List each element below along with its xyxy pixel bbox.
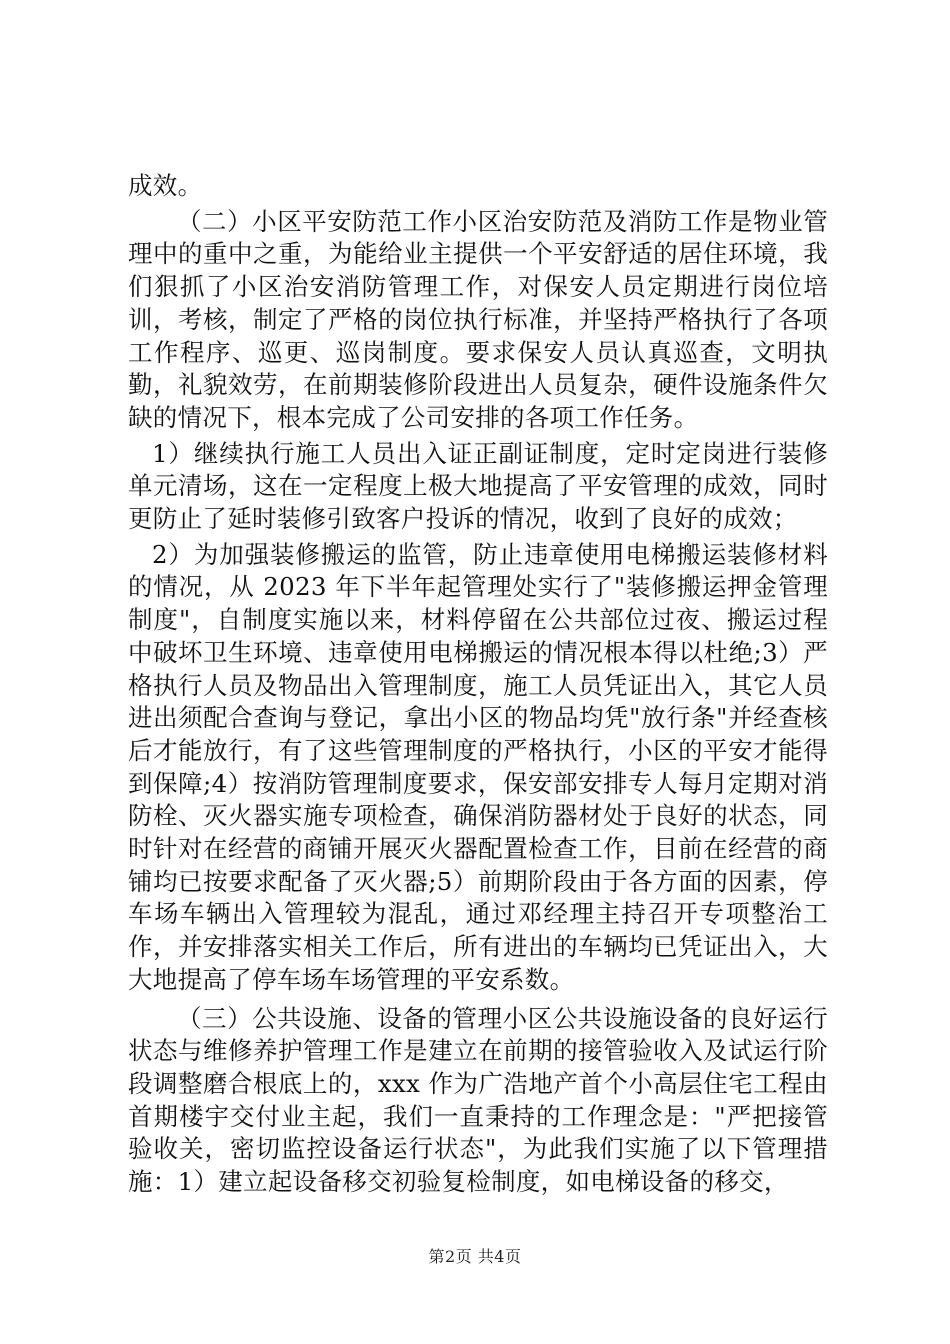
paragraph-section-2: （二）小区平安防范工作小区治安防范及消防工作是物业管理中的重中之重，为能给业主提供一个平安舒适的居住环境，我们狠抓了小区治安消防管理工作，对保安人员定期进行岗位培训，考核，制定了严格的岗位执行标准，并坚持严格执行了各项工作程序、巡更、巡岗制度。要求保安人员认真巡查，文明执勤，礼貌效劳，在前期装修阶段进出人员复杂，硬件设施条件欠缺的情况下，根本完成了公司安排的各项工作任务。 — [128, 206, 828, 432]
paragraph-continuation: 成效。 — [128, 171, 203, 200]
document-body — [128, 170, 828, 1199]
paragraph-item-1: 1）继续执行施工人员出入证正副证制度，定时定岗进行装修单元清场，这在一定程度上极大地提高了平安管理的成效，同时更防止了延时装修引致客户投诉的情况，收到了良好的成效； — [128, 438, 828, 534]
paragraph-item-2: 2）为加强装修搬运的监管，防止违章使用电梯搬运装修材料的情况，从 2023 年下半年起管理处实行了"装修搬运押金管理制度"，自制度实施以来，材料停留在公共部位过夜、搬运过程中破坏卫生环境、违章使用电梯搬运的情况根本得以杜绝;3）严格执行人员及物品出入管理制度，施工人员凭证出入，其它人员进出须配合查询与登记，拿出小区的物品均凭"放行条"并经查核后才能放行，有了这些管理制度的严格执行，小区的平安才能得到保障;4）按消防管理制度要求，保安部安排专人每月定期对消防栓、灭火器实施专项检查，确保消防器材处于良好的状态，同时针对在经营的商铺开展灭火器配置检查工作，目前在经营的商铺均已按要求配备了灭火器;5）前期阶段由于各方面的因素，停车场车辆出入管理较为混乱，通过邓经理主持召开专项整治工作，并安排落实相关工作后，所有进出的车辆均已凭证出入，大大地提高了停车场车场管理的平安系数。 — [128, 539, 828, 994]
page-number-footer: 第2页 共4页 — [428, 1247, 522, 1266]
paragraph-section-3: （三）公共设施、设备的管理小区公共设施设备的良好运行状态与维修养护管理工作是建立在前期的接管验收入及试运行阶段调整磨合根底上的，xxx 作为广浩地产首个小高层住宅工程由首期楼宇交付业主起，我们一直秉持的工作理念是："严把接管验收关，密切监控设备运行状态"，为此我们实施了以下管理措施：1）建立起设备移交初验复检制度，如电梯设备的移交， — [128, 1003, 828, 1197]
